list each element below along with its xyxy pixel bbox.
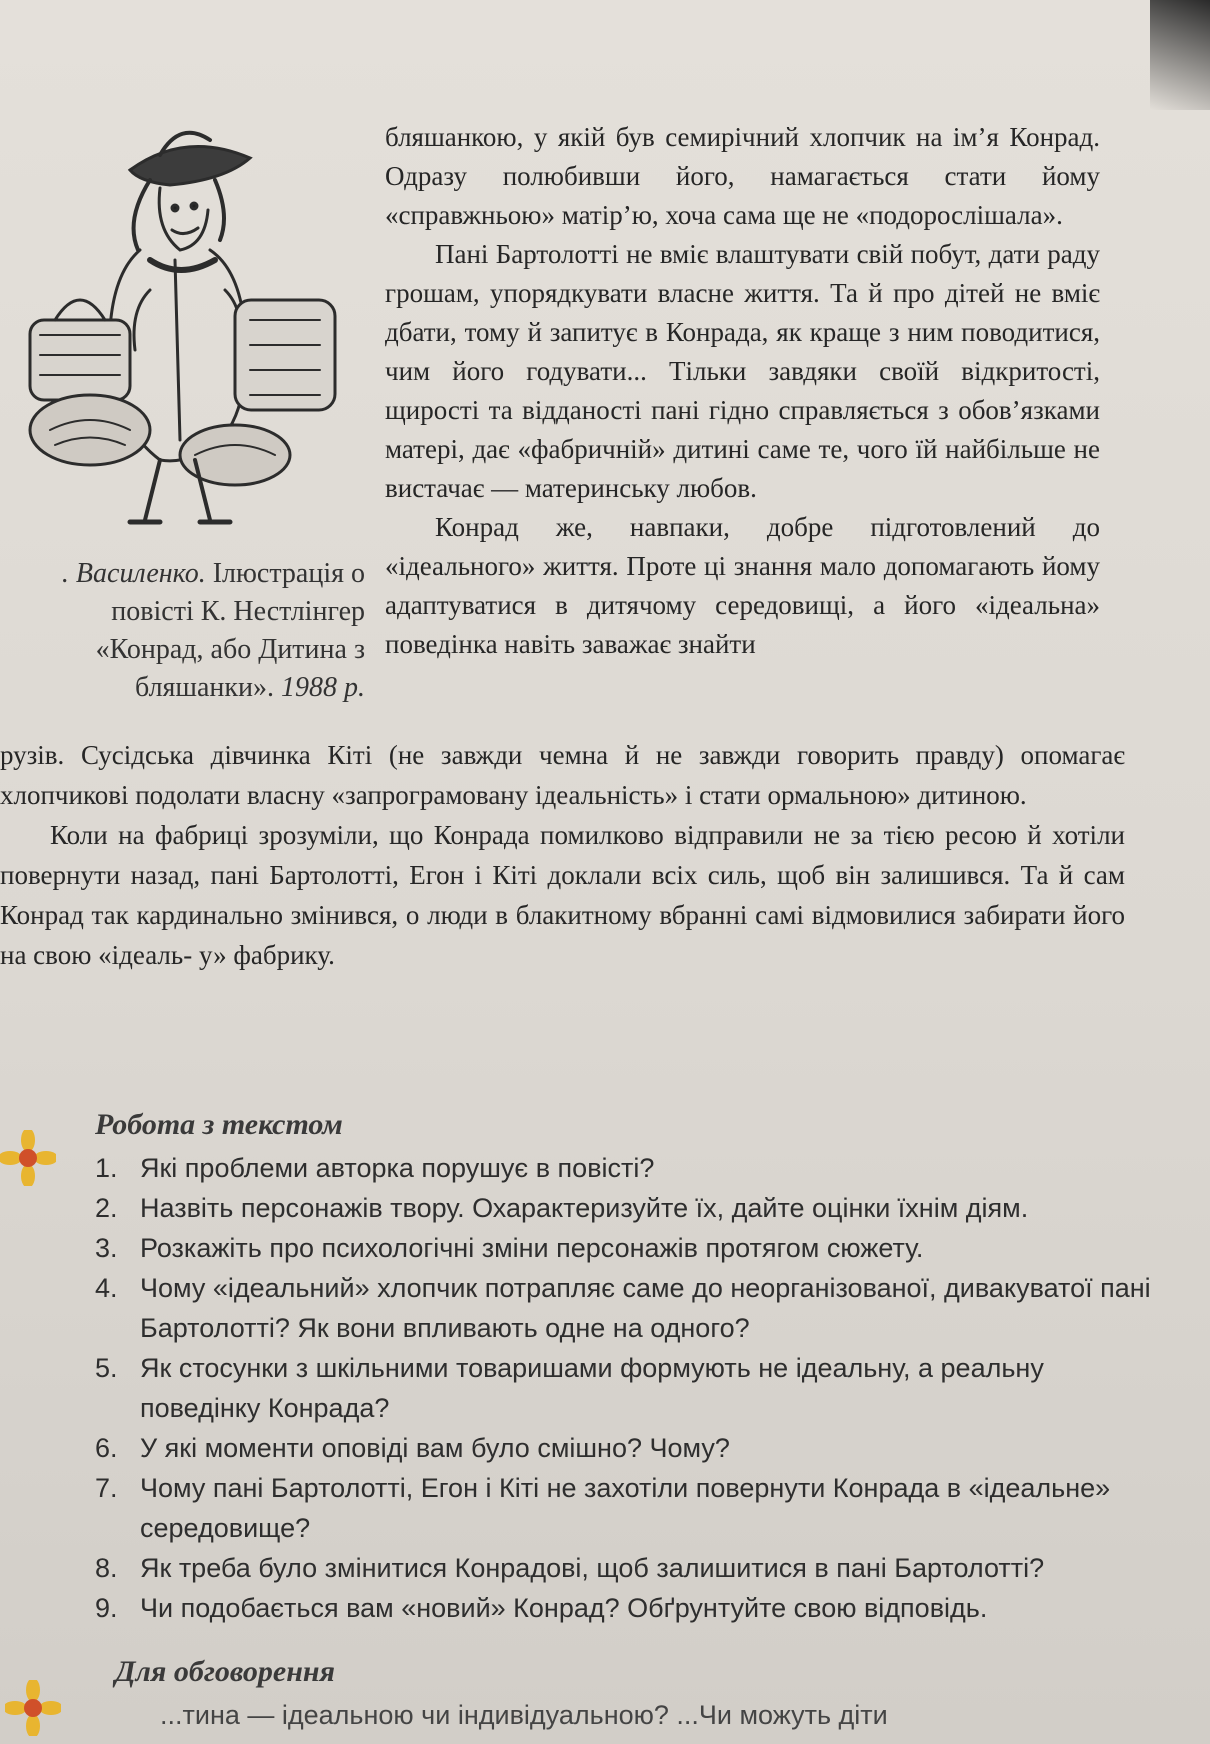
caption-author: . Василенко. <box>61 558 206 589</box>
paragraph-2: Пані Бартолотті не вміє влаштувати свій побут, дати раду грошам, упорядкувати власне життя. Та й про дітей не вміє дбати, тому й запитує в Конрада, як краще з ним поводитися, чим його годувати... Тільки завдяки своїй відкритості, щирості та відданості пані гідно справляється з обов’язками матері, дає «фабричній» дитині саме те, чого їй найбільше не вистачає — материнську любов. <box>385 239 1100 503</box>
discussion-text: ...тина — ідеальною чи індивідуальною? ...Чи можуть діти <box>160 1700 888 1730</box>
paragraph-3: Конрад же, навпаки, добре підготовлений до «ідеального» життя. Проте ці знання мало допомагають йому адаптуватися в дитячому середовищі, а його «ідеальна» поведінка навіть заважає знайти <box>385 512 1100 659</box>
section-title-discussion: Для обговорення <box>115 1655 335 1688</box>
paragraph-4: рузів. Сусідська дівчинка Кіті (не завжди чемна й не завжди говорить правду) опомагає хлопчикові подолати власну «запрограмовану ідеальність» і стати ормальною» дитиною. <box>0 740 1125 810</box>
flower-icon <box>0 1130 56 1186</box>
page-edge-shadow <box>1150 0 1210 110</box>
question-item: 8. Як треба було змінитися Конрадові, щоб залишитися в пані Бартолотті? <box>95 1553 1045 1583</box>
caption-text: Ілюстрація о повісті К. Нестлінгер «Конрад, або Дитина з бляшанки». <box>95 558 365 703</box>
question-item: 2. Назвіть персонажів твору. Охарактеризуйте їх, дайте оцінки їхнім діям. <box>95 1193 1029 1223</box>
illustration-caption <box>0 555 365 707</box>
question-item: 3. Розкажіть про психологічні зміни персонажів протягом сюжету. <box>95 1233 924 1263</box>
question-item: 6. У які моменти оповіді вам було смішно? Чому? <box>95 1433 730 1463</box>
question-item: 1. Які проблеми авторка порушує в повісті? <box>95 1153 655 1183</box>
question-item: 7. Чому пані Бартолотті, Егон і Кіті не захотіли повернути Конрада в «ідеальне» середовище? <box>95 1473 1111 1543</box>
right-column-text <box>385 118 1100 664</box>
flower-icon <box>5 1680 61 1736</box>
questions-list <box>95 1148 1170 1628</box>
paragraph-5: Коли на фабриці зрозуміли, що Конрада помилково відправили не за тією ресою й хотіли повернути назад, пані Бартолотті, Егон і Кіті доклали всіх силь, щоб він залишився. Та й сам Конрад так кардинально змінився, о люди в блакитному вбранні самі відмовилися забирати його на свою «ідеаль- у» фабрику. <box>0 820 1125 970</box>
section-title-work-with-text: Робота з текстом <box>95 1108 343 1141</box>
question-item: 9. Чи подобається вам «новий» Конрад? Обґрунтуйте свою відповідь. <box>95 1593 988 1623</box>
question-item: 5. Як стосунки з шкільними товаришами формують не ідеальну, а реальну поведінку Конрада? <box>95 1353 1044 1423</box>
illustration-bartolotti <box>10 110 355 540</box>
caption-year: 1988 р. <box>274 672 365 703</box>
question-item: 4. Чому «ідеальний» хлопчик потрапляє саме до неорганізованої, дивакуватої пані Бартолотті? Як вони впливають одне на одного? <box>95 1273 1151 1343</box>
paragraph-1: бляшанкою, у якій був семирічний хлопчик на ім’я Конрад. Одразу полюбивши його, намагається стати йому «справжньою» матір’ю, хоча сама ще не «подорослішала». <box>385 122 1100 230</box>
full-width-text <box>0 735 1125 975</box>
